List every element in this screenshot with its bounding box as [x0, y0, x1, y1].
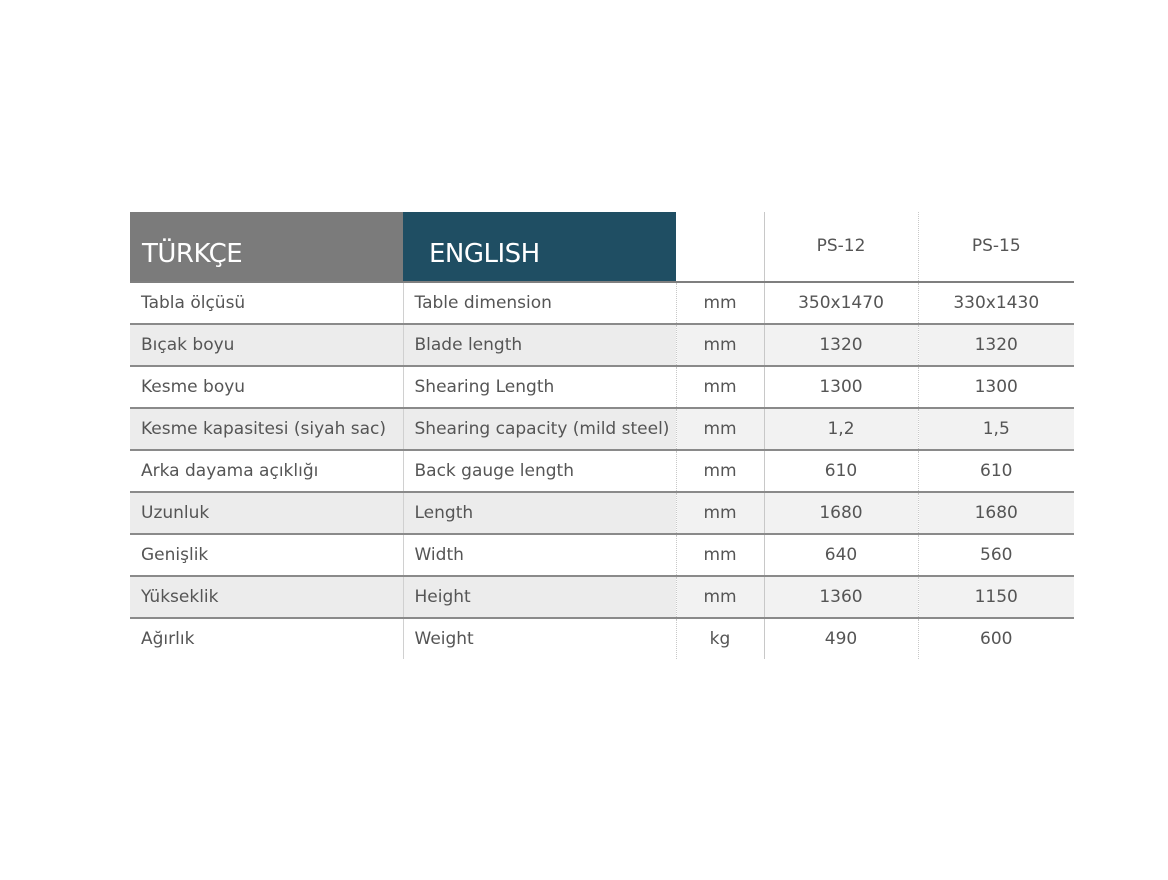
turkish-spec-name: Uzunluk [130, 492, 403, 534]
spec-unit: mm [676, 492, 764, 534]
table-row [130, 324, 1074, 366]
model-1-value: 1320 [764, 324, 918, 366]
turkish-spec-name: Kesme kapasitesi (siyah sac) [130, 408, 403, 450]
model-1-value: 1680 [764, 492, 918, 534]
spec-unit: mm [676, 366, 764, 408]
english-spec-name: Weight [414, 629, 474, 649]
table-row [130, 408, 1074, 450]
english-spec-name: Length [403, 492, 676, 534]
model-2-value: 1150 [918, 576, 1074, 618]
spec-unit: mm [676, 408, 764, 450]
model-2-value: 1320 [918, 324, 1074, 366]
model-1-value: 350x1470 [764, 282, 918, 324]
spec-table-header [130, 212, 1074, 282]
table-row [130, 618, 1074, 659]
english-spec-name: Height [403, 576, 676, 618]
turkish-spec-name: Yükseklik [130, 576, 403, 618]
model-1-value: 1360 [764, 576, 918, 618]
spec-unit: mm [676, 576, 764, 618]
english-spec-name: Table dimension [403, 282, 676, 324]
model-2-value: 560 [918, 534, 1074, 576]
english-spec-name: Back gauge length [403, 450, 676, 492]
turkish-spec-name: Genişlik [130, 534, 403, 576]
table-row [130, 492, 1074, 534]
spec-table-body [130, 282, 1074, 659]
header-row [130, 212, 1074, 282]
turkish-spec-name: Tabla ölçüsü [130, 282, 403, 324]
model-1-value: 490 [764, 618, 918, 659]
model-2-value: 330x1430 [918, 282, 1074, 324]
model-2-value: 1,5 [918, 408, 1074, 450]
model-2-value: 610 [918, 450, 1074, 492]
turkish-spec-name: Kesme boyu [130, 366, 403, 408]
model-2-value: 1300 [918, 366, 1074, 408]
turkish-spec-name: Ağırlık [130, 618, 403, 659]
model-1-value: 610 [764, 450, 918, 492]
english-spec-name: Shearing capacity (mild steel) [403, 408, 676, 450]
unit-column-header [676, 212, 764, 282]
model-2-value: 600 [980, 629, 1013, 649]
model-1-value: 640 [764, 534, 918, 576]
table-row [130, 366, 1074, 408]
spec-unit: mm [676, 534, 764, 576]
turkish-column-header: TÜRKÇE [130, 212, 403, 282]
model-1-value: 1300 [764, 366, 918, 408]
model-2-value: 1680 [918, 492, 1074, 534]
table-row [130, 576, 1074, 618]
table-row [130, 282, 1074, 324]
model-column-header-2: PS-15 [918, 212, 1074, 282]
english-spec-name: Width [403, 534, 676, 576]
model-1-value: 1,2 [764, 408, 918, 450]
turkish-spec-name: Bıçak boyu [130, 324, 403, 366]
spec-table [130, 212, 1074, 659]
english-spec-name: Shearing Length [403, 366, 676, 408]
spec-unit: mm [676, 450, 764, 492]
table-row [130, 534, 1074, 576]
spec-unit: mm [676, 324, 764, 366]
spec-unit: kg [676, 618, 764, 659]
english-column-header: ENGLISH [403, 212, 676, 282]
model-column-header-1: PS-12 [764, 212, 918, 282]
table-row [130, 450, 1074, 492]
turkish-spec-name: Arka dayama açıklığı [130, 450, 403, 492]
spec-unit: mm [676, 282, 764, 324]
english-spec-name: Blade length [403, 324, 676, 366]
